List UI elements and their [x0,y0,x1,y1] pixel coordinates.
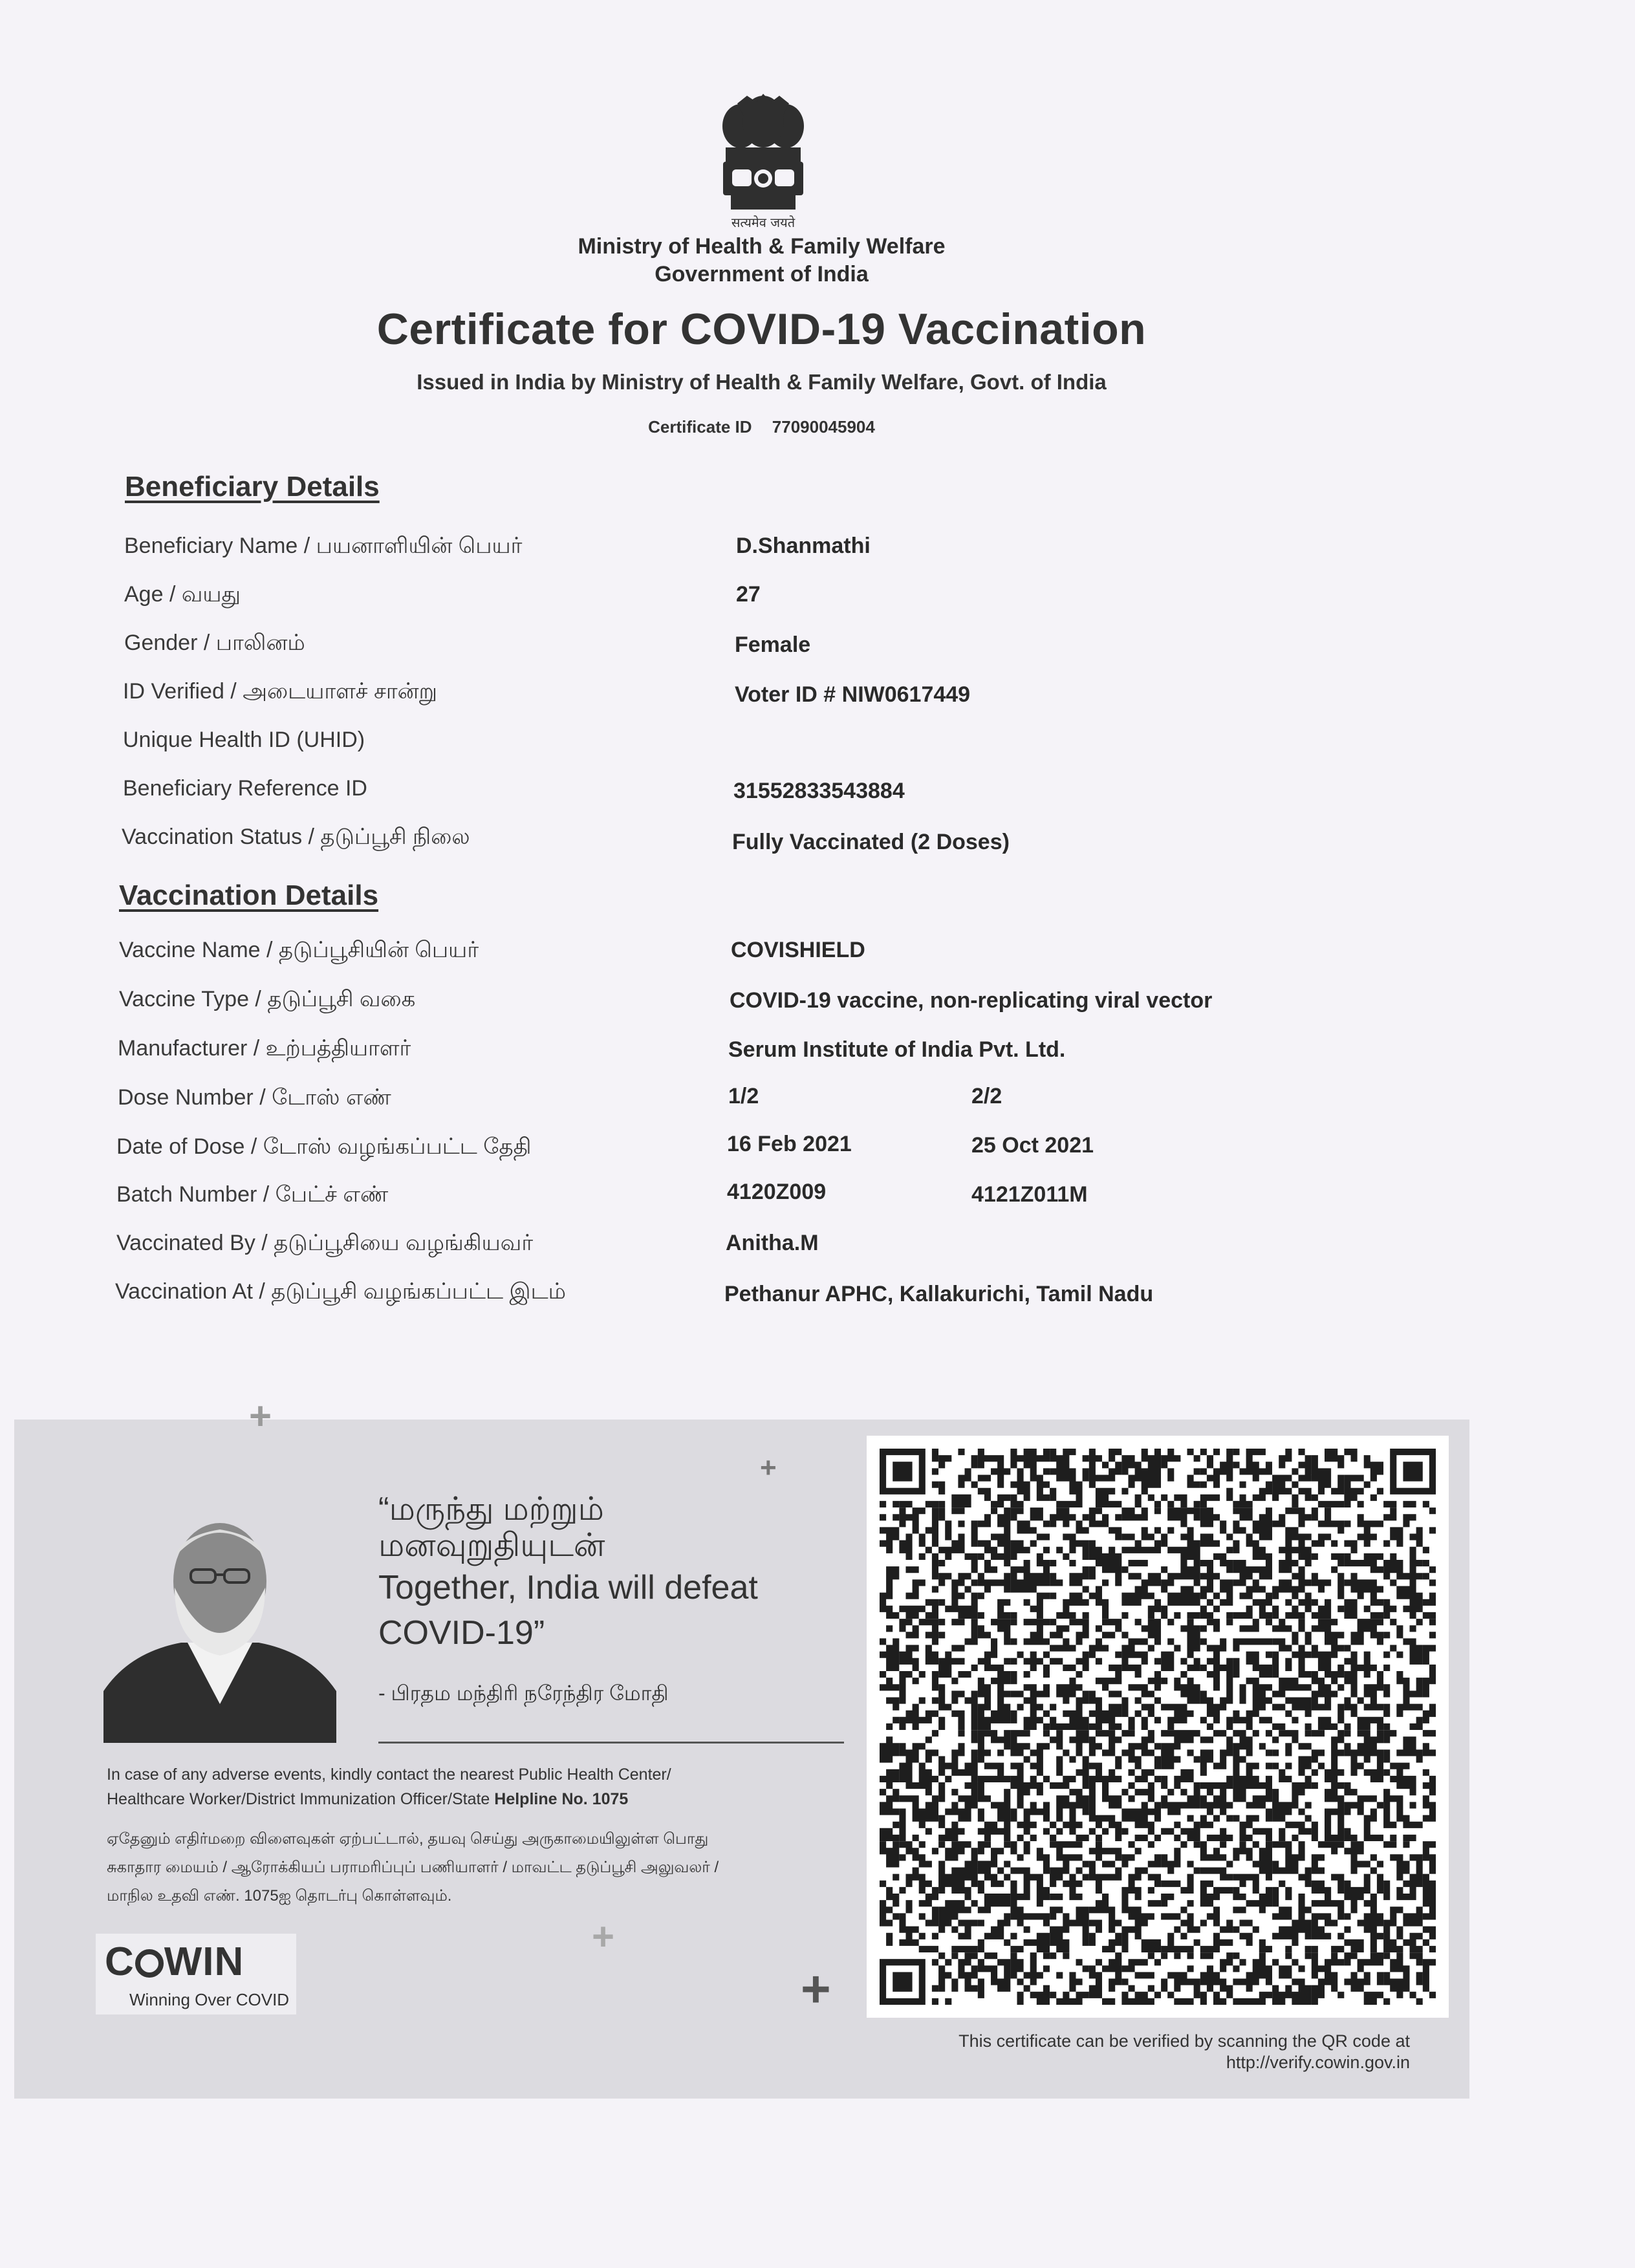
vaccinated-by-label: Vaccinated By / தடுப்பூசியை வழங்கியவர் [116,1231,534,1255]
certificate-title: Certificate for COVID-19 Vaccination [376,305,1147,354]
batch-number-value-2: 4121Z011M [971,1182,1088,1207]
quote-english-line-1: Together, India will defeat [378,1569,758,1606]
dose-number-label: Dose Number / டோஸ் எண் [118,1085,391,1110]
vaccination-details-heading: Vaccination Details [119,880,379,911]
quote-english [378,1565,896,1656]
age-value: 27 [736,582,761,607]
issued-by: Issued in India by Ministry of Health & Family Welfare, Govt. of India [417,370,1107,394]
quote-english-line-2: COVID-19” [378,1614,545,1652]
date-of-dose-label: Date of Dose / டோஸ் வழங்கப்பட்ட தேதி [116,1134,532,1159]
adverse-en-line-1: In case of any adverse events, kindly contact the nearest Public Health Center/ [107,1766,671,1784]
adverse-events-english [107,1762,831,1811]
emblem-motto: सत्यमेव जयते [731,215,796,230]
vaccine-name-label: Vaccine Name / தடுப்பூசியின் பெயர் [119,938,479,962]
prime-minister-portrait [103,1510,336,1743]
cowin-logo-c: C [105,1939,135,1984]
quote-tamil-line-1: “மருந்து மற்றும் [378,1491,604,1527]
qr-finder-pattern [893,1972,912,1991]
quote-tamil-line-2: மனவுறுதியுடன் [378,1527,605,1563]
verification-note-line-1: This certificate can be verified by scanning the QR code at [958,2031,1410,2051]
plus-decoration-icon: + [801,1960,831,2018]
dose-number-value-1: 1/2 [728,1084,759,1108]
reference-id-label: Beneficiary Reference ID [123,776,367,801]
cowin-logo [105,1939,244,1985]
adverse-ta-line-1: ஏதேனும் எதிர்மறை விளைவுகள் ஏற்பட்டால், தயவு செய்து அருகாமையிலுள்ள பொது [107,1830,709,1848]
id-verified-label: ID Verified / அடையாளச் சான்று [123,679,438,704]
adverse-en-line-2 [107,1787,831,1811]
cowin-logo-win: WIN [164,1939,244,1984]
certificate-id-label: Certificate ID [648,417,752,437]
date-of-dose-value-2: 25 Oct 2021 [971,1133,1094,1158]
verification-note [854,2031,1410,2073]
adverse-en-line-2-text: Healthcare Worker/District Immunization Officer/State [107,1790,490,1808]
vaccination-status-label: Vaccination Status / தடுப்பூசி நிலை [122,825,470,849]
vaccination-at-value: Pethanur APHC, Kallakurichi, Tamil Nadu [724,1282,1154,1306]
date-of-dose-value-1: 16 Feb 2021 [727,1132,852,1156]
batch-number-label: Batch Number / பேட்ச் எண் [116,1182,389,1207]
vaccine-type-label: Vaccine Type / தடுப்பூசி வகை [119,987,416,1011]
verification-qr-code [867,1436,1449,2018]
manufacturer-label: Manufacturer / உற்பத்தியாளர் [118,1036,411,1061]
beneficiary-name-value: D.Shanmathi [736,534,871,558]
cowin-logo-o-icon [135,1949,164,1978]
vaccine-type-value: COVID-19 vaccine, non-replicating viral vector [730,988,1213,1013]
reference-id-value: 31552833543884 [733,779,905,803]
qr-finder-pattern [1403,1462,1422,1481]
gender-value: Female [735,632,811,657]
qr-finder-pattern [893,1462,912,1481]
helpline-number: Helpline No. 1075 [494,1790,629,1808]
dose-number-value-2: 2/2 [971,1084,1002,1108]
quote-author: - பிரதம மந்திரி நரேந்திர மோதி [378,1681,669,1705]
vaccinated-by-value: Anitha.M [726,1231,819,1255]
vaccination-status-value: Fully Vaccinated (2 Doses) [732,830,1010,854]
ministry-name: Ministry of Health & Family Welfare [578,234,946,259]
manufacturer-value: Serum Institute of India Pvt. Ltd. [728,1037,1066,1062]
beneficiary-details-heading: Beneficiary Details [125,471,380,502]
adverse-ta-line-2: சுகாதார மையம் / ஆரோக்கியப் பராமரிப்புப் பணியாளர் / மாவட்ட தடுப்பூசி அலுவலர் / [107,1859,719,1876]
verification-url: http://verify.cowin.gov.in [1226,2053,1410,2072]
certificate-id [0,417,1523,437]
government-name: Government of India [655,262,869,286]
adverse-events-tamil [107,1825,831,1910]
certificate-id-value: 77090045904 [772,417,875,437]
quote-divider [378,1742,844,1744]
vaccine-name-value: COVISHIELD [731,938,865,962]
plus-decoration-icon: + [249,1394,272,1438]
qr-modules [880,1449,1436,2005]
batch-number-value-1: 4120Z009 [727,1180,827,1204]
plus-decoration-icon: + [760,1452,777,1484]
age-label: Age / வயது [124,582,241,607]
quote-tamil [378,1491,766,1563]
id-verified-value: Voter ID # NIW0617449 [735,682,971,707]
cowin-tagline: Winning Over COVID [129,1990,290,2009]
beneficiary-name-label: Beneficiary Name / பயனாளியின் பெயர் [124,534,523,558]
vaccination-at-label: Vaccination At / தடுப்பூசி வழங்கப்பட்ட இடம் [115,1279,566,1304]
adverse-ta-line-3: மாநில உதவி எண். 1075ஐ தொடர்பு கொள்ளவும். [107,1887,452,1905]
plus-decoration-icon: + [592,1915,615,1958]
uhid-label: Unique Health ID (UHID) [123,728,365,752]
gender-label: Gender / பாலினம் [124,631,305,655]
